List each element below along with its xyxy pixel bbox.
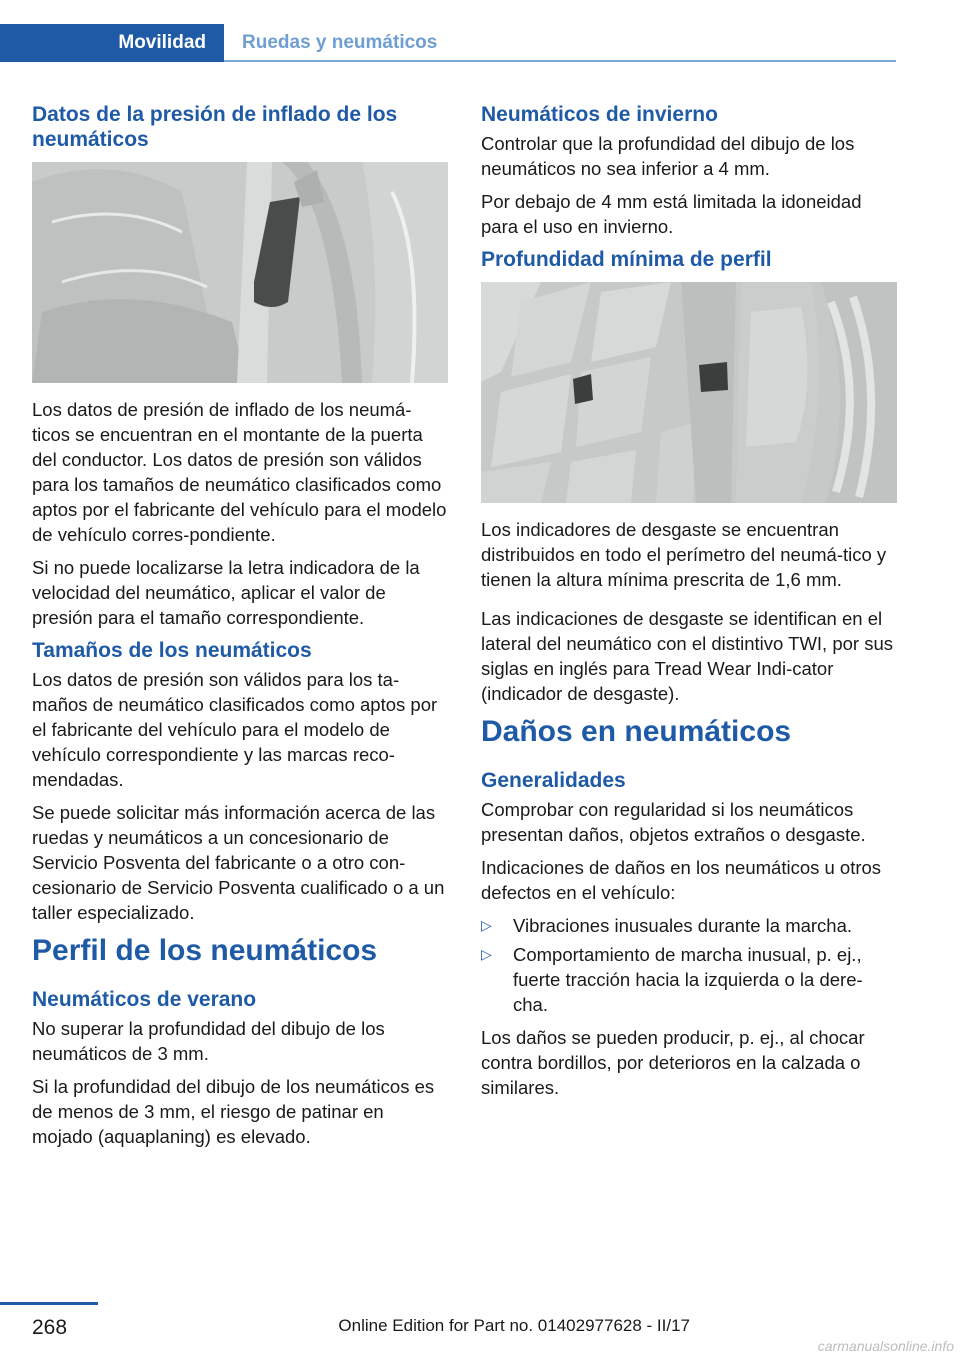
header-divider <box>224 60 896 62</box>
tread-wear-figure <box>481 282 897 503</box>
paragraph: Los daños se pueden producir, p. ej., al chocar contra bordillos, por deterioros en la calzada o similares. <box>481 1027 865 1098</box>
header-tabs <box>0 24 437 62</box>
heading-perfil: Perfil de los neumáticos <box>32 934 378 967</box>
tab-movilidad[interactable]: Movilidad <box>0 24 224 62</box>
paragraph: Los datos de presión son válidos para los ta‐maños de neumático clasificados como aptos por el fabricante del vehículo para el modelo de vehículo correspondiente y las marcas reco‐mendadas. <box>32 669 438 790</box>
footer-divider <box>0 1302 98 1305</box>
paragraph: Comprobar con regularidad si los neumáticos presentan daños, objetos extraños o desgaste. <box>481 799 866 845</box>
heading-invierno: Neumáticos de invierno <box>481 103 718 126</box>
list-item-text: Vibraciones inusuales durante la marcha. <box>513 915 853 936</box>
paragraph: Controlar que la profundidad del dibujo de los neumáticos no sea inferior a 4 mm. <box>481 133 855 179</box>
paragraph: Si la profundidad del dibujo de los neumáticos es de menos de 3 mm, el riesgo de patinar en mojado (aquaplaning) es elevado. <box>32 1076 435 1147</box>
watermark: carmanualsonline.info <box>817 1338 954 1354</box>
triangle-right-icon: ▷ <box>481 917 492 933</box>
list-item-text: Comportamiento de marcha inusual, p. ej., fuerte tracción hacia la izquierda o la dere‐cha. <box>513 944 863 1015</box>
tab-ruedas-neumaticos[interactable]: Ruedas y neumáticos <box>242 32 438 53</box>
heading-tamanos: Tamaños de los neumáticos <box>32 639 312 662</box>
paragraph: Si no puede localizarse la letra indicadora de la velocidad del neumático, aplicar el valor de presión para el tamaño correspondiente. <box>32 557 420 628</box>
paragraph: Las indicaciones de desgaste se identifican en el lateral del neumático con el distintivo TWI, por sus siglas en inglés para Tread Wear Indi‐cator (indicador de desgaste). <box>481 608 893 704</box>
paragraph: Los indicadores de desgaste se encuentran distribuidos en todo el perímetro del neumá‐tico y tienen la altura mínima prescrita de 1,6 mm. <box>481 519 887 590</box>
damage-indicators-list <box>481 913 897 1017</box>
heading-profundidad-minima: Profundidad mínima de perfil <box>481 248 772 271</box>
heading-generalidades: Generalidades <box>481 769 626 792</box>
heading-presion-inflado: Datos de la presión de inflado de los neumáticos <box>32 103 398 151</box>
triangle-right-icon: ▷ <box>481 946 492 962</box>
paragraph: Por debajo de 4 mm está limitada la idoneidad para el uso en invierno. <box>481 191 862 237</box>
heading-verano: Neumáticos de verano <box>32 988 257 1011</box>
edition-text: Online Edition for Part no. 01402977628 - II/17 <box>338 1316 690 1335</box>
door-pillar-figure <box>32 162 448 383</box>
list-item <box>481 913 897 938</box>
page-number: 268 <box>32 1316 68 1339</box>
right-column <box>481 102 897 1108</box>
heading-danos: Daños en neumáticos <box>481 715 792 748</box>
list-item <box>481 942 897 1017</box>
paragraph: Se puede solicitar más información acerca de las ruedas y neumáticos a un concesionario de Servicio Posventa del fabricante o a otro con‐cesionario de Servicio Posventa cualificado o a un taller especializado. <box>32 802 445 923</box>
left-column <box>32 102 448 1157</box>
paragraph: Los datos de presión de inflado de los neumá‐ticos se encuentran en el montante de la puerta del conductor. Los datos de presión son válidos para los tamaños de neumático clasificados como aptos por el fabricante del vehículo para el modelo de vehículo corres‐pondiente. <box>32 399 447 545</box>
paragraph: Indicaciones de daños en los neumáticos u otros defectos en el vehículo: <box>481 857 882 903</box>
paragraph: No superar la profundidad del dibujo de los neumáticos de 3 mm. <box>32 1018 385 1064</box>
